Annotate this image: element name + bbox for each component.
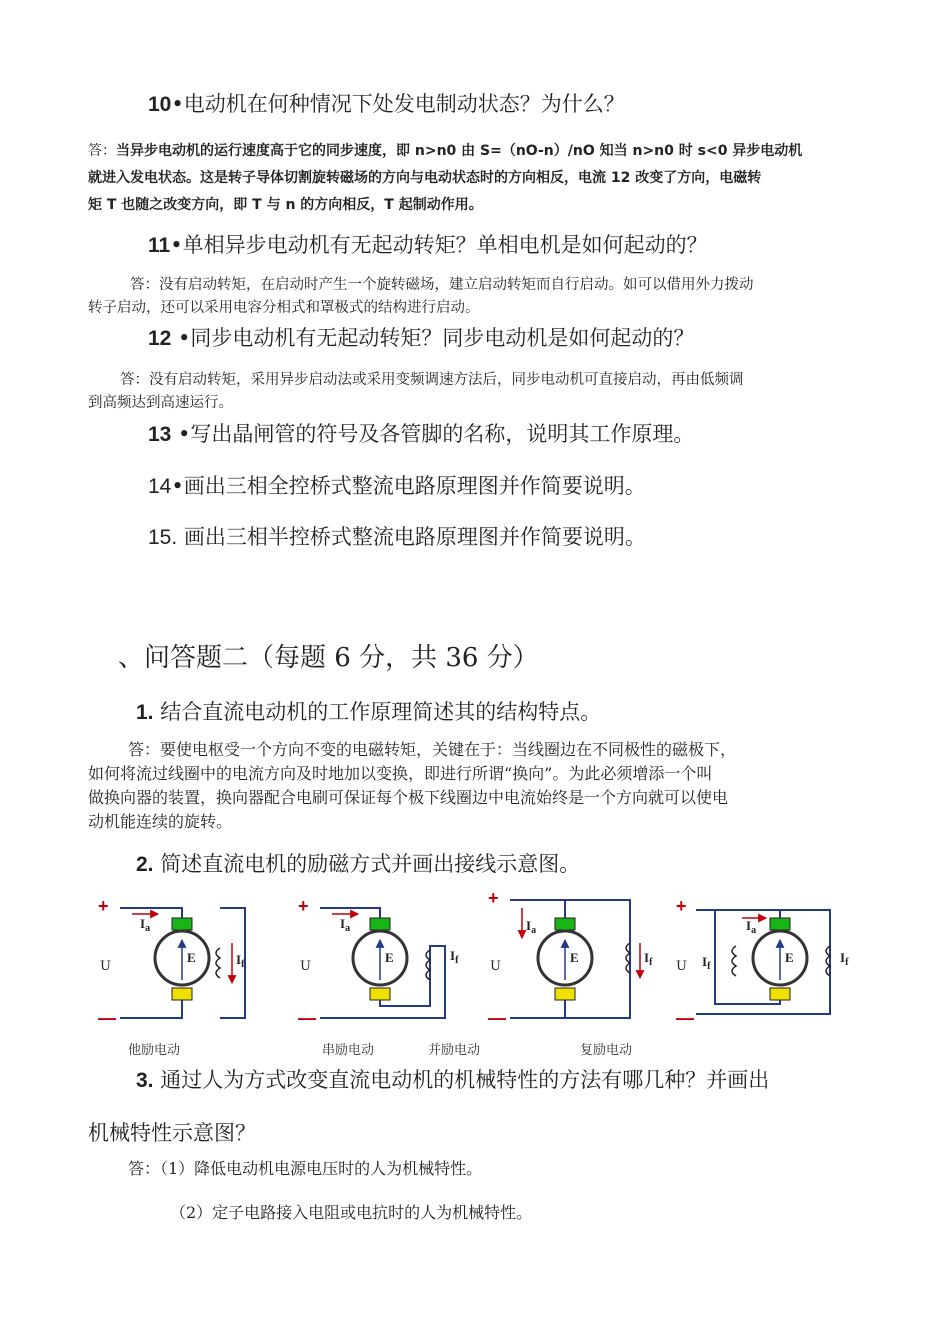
bottom-brush [555, 988, 575, 1000]
s2-question-2 [136, 848, 580, 878]
wire [320, 1000, 445, 1018]
answer-line: 矩 T 也随之改变方向，即 T 与 n 的方向相反，T 起制动作用。 [88, 197, 483, 213]
question-number: 3. [136, 1069, 154, 1092]
minus-sign: — [676, 1008, 694, 1028]
answer-line: 做换向器的装置，换向器配合电刷可保证每个极下线圈边中电流始终是一个方向就可以使电 [88, 788, 729, 807]
bullet: • [171, 326, 191, 350]
answer-line: （2）定子电路接入电阻或电抗时的人为机械特性。 [170, 1203, 533, 1222]
question-text: 结合直流电动机的工作原理简述其的结构特点。 [153, 700, 602, 724]
question-text: 单相异步电动机有无起动转矩？单相电机是如何起动的？ [182, 233, 708, 257]
minus-sign: — [488, 1008, 506, 1028]
answer-lead: 答： [88, 143, 116, 159]
question-number: 1. [136, 701, 154, 724]
question-11 [148, 229, 708, 259]
s2-answer-1 [88, 738, 858, 834]
bottom-brush [172, 988, 192, 1000]
answer-line: 到高频达到高速运行。 [88, 395, 233, 411]
answer-line: 如何将流过线圈中的电流方向及时地加以变换，即进行所谓“换向”。为此必须增添一个叫 [88, 764, 713, 783]
answer-line: 答：当异步电动机的运行速度高于它的同步速度，即 n>n0 由 S=（nO-n）/nO 知当 n>n0 时 s<0 异步电动机 [88, 143, 803, 159]
voltage-label: U [490, 959, 501, 974]
if-label: $I_f$ [644, 950, 653, 968]
compound-excited-diagram [580, 896, 849, 1058]
series-excited-diagram [298, 896, 459, 1058]
emf-label: E [570, 950, 579, 965]
answer-line: 转子启动，还可以采用电容分相式和罩极式的结构进行启动。 [88, 300, 480, 316]
wire [120, 1000, 182, 1018]
bullet [177, 525, 184, 549]
caption: 复励电动 [580, 1043, 633, 1058]
emf-label: E [785, 950, 794, 965]
answer-line: 答：没有启动转矩，采用异步启动法或采用变频调速方法后，同步电动机可直接启动，再由低频调 [120, 372, 744, 388]
plus-sign: + [488, 888, 499, 908]
wire [320, 908, 380, 918]
question-number: 11 [148, 234, 171, 257]
answer-line: 答：没有启动转矩，在启动时产生一个旋转磁场，建立启动转矩而自行启动。如可以借用外力拨动 [130, 277, 754, 293]
emf-label: E [385, 950, 394, 965]
question-number: 13 [148, 423, 172, 446]
question-text: 电动机在何种情况下处发电制动状态？为什么？ [183, 92, 625, 116]
question-12 [148, 322, 694, 352]
bottom-brush [770, 988, 790, 1000]
caption: 串励电动 [322, 1043, 375, 1058]
answer-12 [88, 369, 878, 415]
if-label: $I_f$ [236, 952, 245, 970]
question-text: 画出三相全控桥式整流电路原理图并作简要说明。 [183, 474, 646, 498]
shunt-excited-diagram [428, 888, 653, 1058]
shunt-field-coil [732, 946, 736, 976]
question-number: 14 [148, 475, 172, 498]
section-title: 、问答题二（每题 6 分，共 36 分） [118, 643, 539, 673]
question-number: 2. [136, 853, 154, 876]
question-text: 写出晶闸管的符号及各管脚的名称，说明其工作原理。 [190, 422, 695, 446]
answer-line: 答：（1）降低电动机电源电压时的人为机械特性。 [128, 1159, 483, 1178]
top-brush [555, 918, 575, 930]
question-number: 12 [148, 327, 172, 350]
question-10 [148, 88, 625, 118]
s2-question-3 [136, 1064, 769, 1094]
question-13 [148, 418, 694, 448]
answer-line: 就进入发电状态。这是转子导体切割旋转磁场的方向与电动状态时的方向相反，电流 12 改变了方向，电磁转 [88, 170, 762, 186]
emf-label: E [187, 950, 196, 965]
caption: 并励电动 [428, 1043, 481, 1058]
s2-question-3-continued: 机械特性示意图？ [88, 1121, 256, 1145]
separately-excited-diagram [98, 896, 245, 1058]
bullet: • [171, 474, 184, 498]
bullet: • [171, 422, 191, 446]
plus-sign: + [676, 896, 687, 916]
ia-label: $I_a$ [140, 916, 151, 934]
excitation-circuit-diagrams [90, 888, 870, 1058]
top-brush [172, 918, 192, 930]
voltage-label: U [676, 959, 687, 974]
voltage-label: U [100, 959, 111, 974]
bottom-brush [370, 988, 390, 1000]
question-number: 15. [148, 526, 178, 549]
ia-label: $I_a$ [526, 918, 537, 936]
question-text: 通过人为方式改变直流电动机的机械特性的方法有哪几种？并画出 [153, 1068, 770, 1092]
plus-sign: + [98, 896, 109, 916]
question-number: 10 [148, 93, 172, 116]
s2-answer-3 [88, 1157, 858, 1225]
s2-question-1 [136, 696, 601, 726]
plus-sign: + [298, 896, 309, 916]
question-text: 简述直流电机的励磁方式并画出接线示意图。 [153, 852, 581, 876]
if-label: $I_f$ [840, 950, 849, 968]
if-label: $I_f$ [450, 948, 459, 966]
minus-sign: — [98, 1008, 116, 1028]
question-15 [148, 521, 646, 551]
ia-label: $I_a$ [746, 918, 757, 936]
top-brush [770, 918, 790, 930]
question-text: 同步电动机有无起动转矩？同步电动机是如何起动的？ [190, 326, 695, 350]
bullet: • [171, 92, 184, 116]
if-label: $I_f$ [702, 954, 711, 972]
minus-sign: — [298, 1008, 316, 1028]
question-text: 画出三相半控桥式整流电路原理图并作简要说明。 [183, 525, 646, 549]
answer-line: 动机能连续的旋转。 [88, 812, 233, 831]
question-14 [148, 470, 646, 500]
field-coil [216, 948, 220, 978]
voltage-label: U [300, 959, 311, 974]
answer-10 [88, 138, 868, 219]
caption: 他励电动 [128, 1043, 181, 1058]
answer-11 [88, 274, 878, 320]
wire [120, 908, 182, 918]
ia-label: $I_a$ [340, 916, 351, 934]
top-brush [370, 918, 390, 930]
answer-line: 答：要使电枢受一个方向不变的电磁转矩，关键在于：当线圈边在不同极性的磁极下， [128, 740, 737, 759]
bullet: • [170, 233, 183, 257]
